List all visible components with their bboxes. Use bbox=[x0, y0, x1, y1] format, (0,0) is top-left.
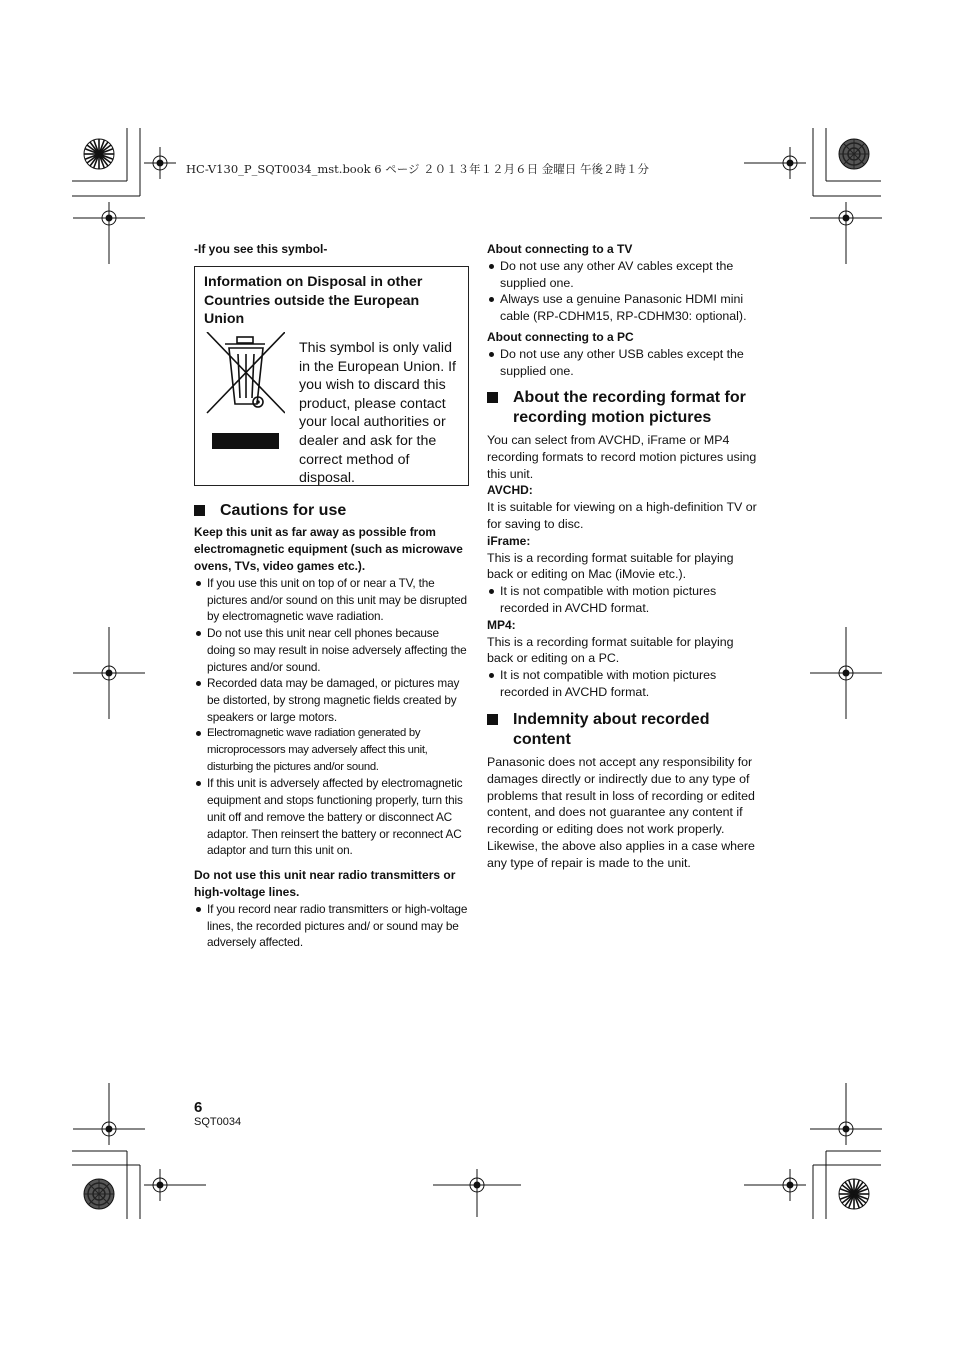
indemnity-text: Panasonic does not accept any responsibility for damages directly or indirectly due to any type of problems that result in loss of recording or edited content, and does not guarantee any content if recording or editing does not work properly. Likewise, the above also applies in a case where any type of repair is made to the unit. bbox=[487, 755, 755, 870]
list-item: Electromagnetic wave radiation generated by microprocessors may adversely affect this unit, disturbing the pictures and/or sound. bbox=[194, 725, 470, 775]
radio-list bbox=[194, 901, 470, 951]
format-heading bbox=[487, 388, 759, 428]
format-intro: You can select from AVCHD, iFrame or MP4 recording formats to record motion pictures using this unit. bbox=[487, 433, 757, 481]
disposal-body-text: This symbol is only valid in the European Union. If you wish to discard this product, please contact your local authorities or dealer and ask for the correct method of disposal. bbox=[299, 340, 456, 487]
mp4-label: MP4: bbox=[487, 617, 516, 632]
list-item: If you record near radio transmitters or high-voltage lines, the recorded pictures and/ or sound may be adversely affected. bbox=[194, 901, 470, 951]
pc-list bbox=[487, 346, 759, 379]
square-bullet-icon bbox=[487, 714, 498, 725]
list-item: It is not compatible with motion pictures recorded in AVCHD format. bbox=[487, 583, 759, 616]
list-item: If this unit is adversely affected by electromagnetic equipment and stops functioning properly, turn this unit off and remove the battery or disconnect AC adaptor. Then reinsert the battery or reconnect AC adaptor and turn this unit on. bbox=[194, 775, 470, 859]
list-item: Do not use this unit near cell phones because doing so may result in noise adversely affecting the pictures and/or sound. bbox=[194, 625, 470, 675]
square-bullet-icon bbox=[194, 505, 205, 516]
tv-heading: About connecting to a TV bbox=[487, 242, 633, 256]
page-number: 6 bbox=[194, 1099, 203, 1116]
list-item: Do not use any other USB cables except the supplied one. bbox=[487, 346, 759, 379]
avchd-label: AVCHD: bbox=[487, 483, 533, 498]
cautions-heading-text: Cautions for use bbox=[220, 502, 347, 519]
right-column bbox=[487, 241, 759, 871]
list-item: It is not compatible with motion pictures recorded in AVCHD format. bbox=[487, 667, 759, 700]
list-item: If you use this unit on top of or near a TV, the pictures and/or sound on this unit may be disrupted by electromagnetic wave radiation. bbox=[194, 575, 470, 625]
iframe-list bbox=[487, 583, 759, 616]
left-column bbox=[194, 241, 470, 951]
indemnity-heading bbox=[487, 710, 759, 750]
print-slug: HC-V130_P_SQT0034_mst.book 6 ページ ２０１３年１２月６日 金曜日 午後２時１分 bbox=[186, 162, 649, 176]
cautions-list bbox=[194, 575, 470, 859]
cautions-heading bbox=[194, 501, 470, 521]
mp4-list bbox=[487, 667, 759, 700]
format-heading-text: About the recording format for recording motion pictures bbox=[513, 389, 746, 427]
cautions-intro: Keep this unit as far away as possible from electromagnetic equipment (such as microwave ovens, TVs, video games etc.). bbox=[194, 525, 463, 573]
disposal-info-box bbox=[194, 266, 469, 486]
crossed-out-bin-icon bbox=[205, 332, 285, 452]
document-code: SQT0034 bbox=[194, 1116, 242, 1128]
mp4-text: This is a recording format suitable for playing back or editing on a PC. bbox=[487, 634, 734, 666]
tv-list bbox=[487, 258, 759, 325]
if-symbol-note: -If you see this symbol- bbox=[194, 242, 328, 256]
iframe-label: iFrame: bbox=[487, 533, 531, 548]
list-item: Always use a genuine Panasonic HDMI mini cable (RP-CDHM15, RP-CDHM30: optional). bbox=[487, 291, 759, 324]
iframe-text: This is a recording format suitable for playing back or editing on Mac (iMovie etc.). bbox=[487, 550, 734, 582]
list-item: Recorded data may be damaged, or pictures may be distorted, by strong magnetic fields created by speakers or large motors. bbox=[194, 675, 470, 725]
indemnity-heading-text: Indemnity about recorded content bbox=[513, 711, 710, 749]
pc-heading: About connecting to a PC bbox=[487, 329, 634, 344]
list-item: Do not use any other AV cables except the supplied one. bbox=[487, 258, 759, 291]
radio-heading: Do not use this unit near radio transmitters or high-voltage lines. bbox=[194, 867, 456, 899]
avchd-text: It is suitable for viewing on a high-definition TV or for saving to disc. bbox=[487, 500, 757, 532]
square-bullet-icon bbox=[487, 392, 498, 403]
disposal-title: Information on Disposal in other Countries outside the European Union bbox=[204, 274, 423, 328]
